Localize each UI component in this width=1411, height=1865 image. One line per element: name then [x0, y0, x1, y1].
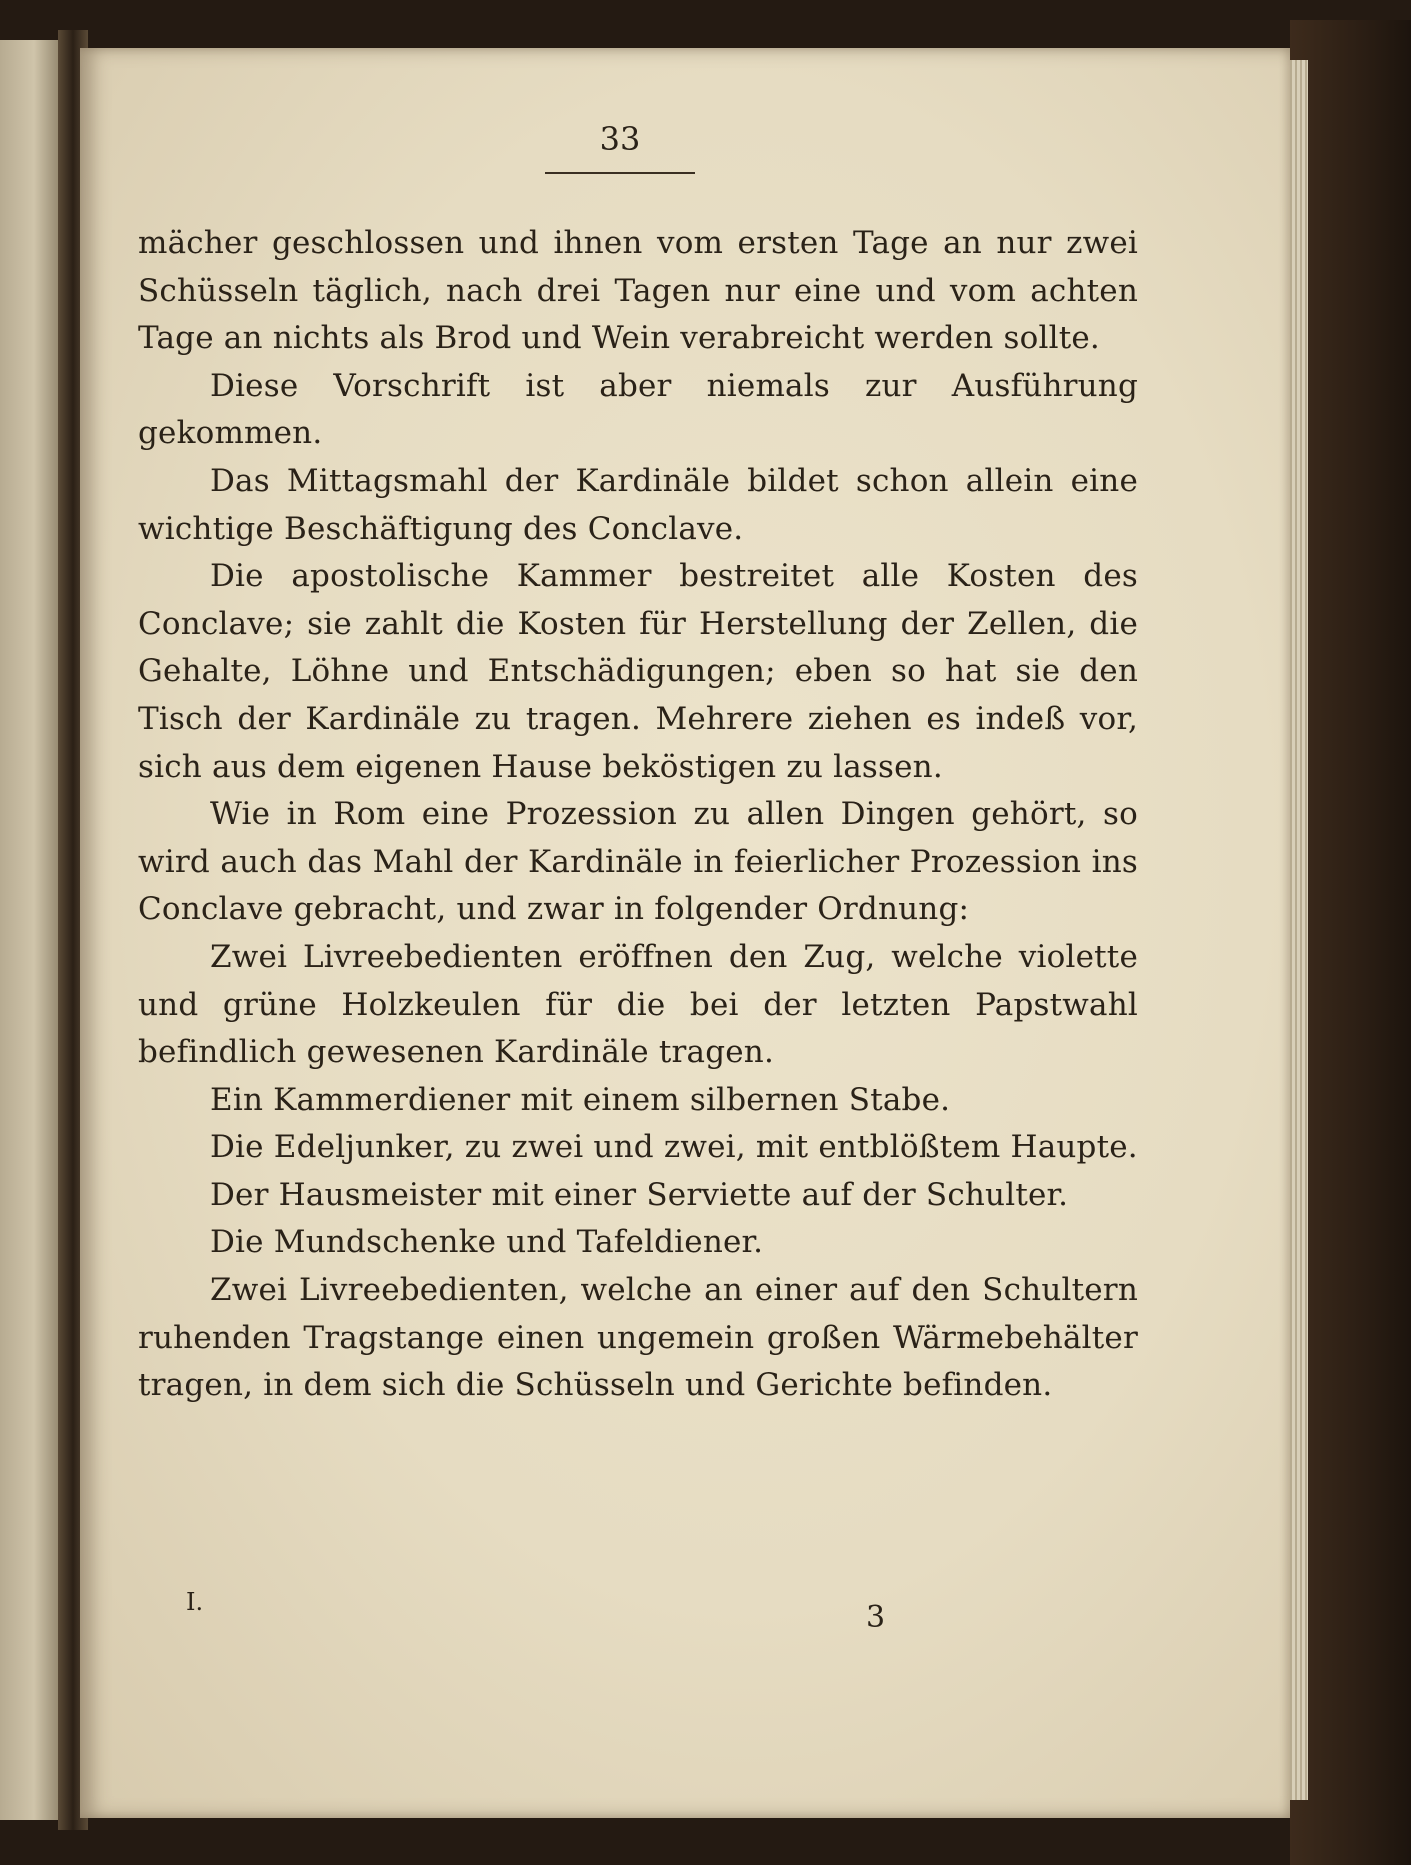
paragraph: Ein Kammerdiener mit einem silbernen Stabe. [210, 1081, 951, 1118]
paragraph: Diese Vorschrift ist aber niemals zur Ausführung gekommen. [138, 367, 1138, 452]
paragraph: Die Edeljunker, zu zwei und zwei, mit entblößtem Haupte. [210, 1129, 1138, 1166]
paragraph: Die apostolische Kammer bestreitet alle Kosten des Conclave; sie zahlt die Kosten für Herstellung der Zellen, die Gehalte, Löhne und Entschädigungen; eben so hat sie den Tisch der Kardinäle zu tragen. Mehrere ziehen es indeß vor, sich aus dem eigenen Hause beköstigen zu lassen. [138, 558, 1138, 785]
paragraph: Zwei Livreebedienten eröffnen den Zug, welche violette und grüne Holzkeulen für die bei der letzten Papstwahl befindlich gewesenen Kardinäle tragen. [138, 938, 1138, 1071]
signature-number: 3 [866, 1600, 886, 1635]
signature-mark: I. [186, 1588, 204, 1616]
body-text [138, 220, 1138, 1410]
facing-page-edge [0, 40, 62, 1820]
paragraph: Das Mittagsmahl der Kardinäle bildet schon allein eine wichtige Beschäftigung des Conclave. [138, 462, 1138, 547]
header-rule [545, 172, 695, 174]
paragraph: Die Mundschenke und Tafeldiener. [210, 1224, 764, 1261]
paragraph: Wie in Rom eine Prozession zu allen Dingen gehört, so wird auch das Mahl der Kardinäle in feierlicher Prozession ins Conclave gebracht, und zwar in folgender Ordnung: [138, 796, 1138, 928]
paragraph: mächer geschlossen und ihnen vom ersten Tage an nur zwei Schüsseln täglich, nach drei Tagen nur eine und vom achten Tage an nichts als Brod und Wein verabreicht werden sollte. [138, 225, 1138, 357]
page-number: 33 [599, 120, 641, 158]
book-cover [1290, 20, 1411, 1865]
paragraph: Zwei Livreebedienten, welche an einer auf den Schultern ruhenden Tragstange einen ungemein großen Wärmebehälter tragen, in dem sich die Schüsseln und Gerichte befinden. [138, 1272, 1138, 1404]
paragraph: Der Hausmeister mit einer Serviette auf der Schulter. [210, 1176, 1069, 1213]
